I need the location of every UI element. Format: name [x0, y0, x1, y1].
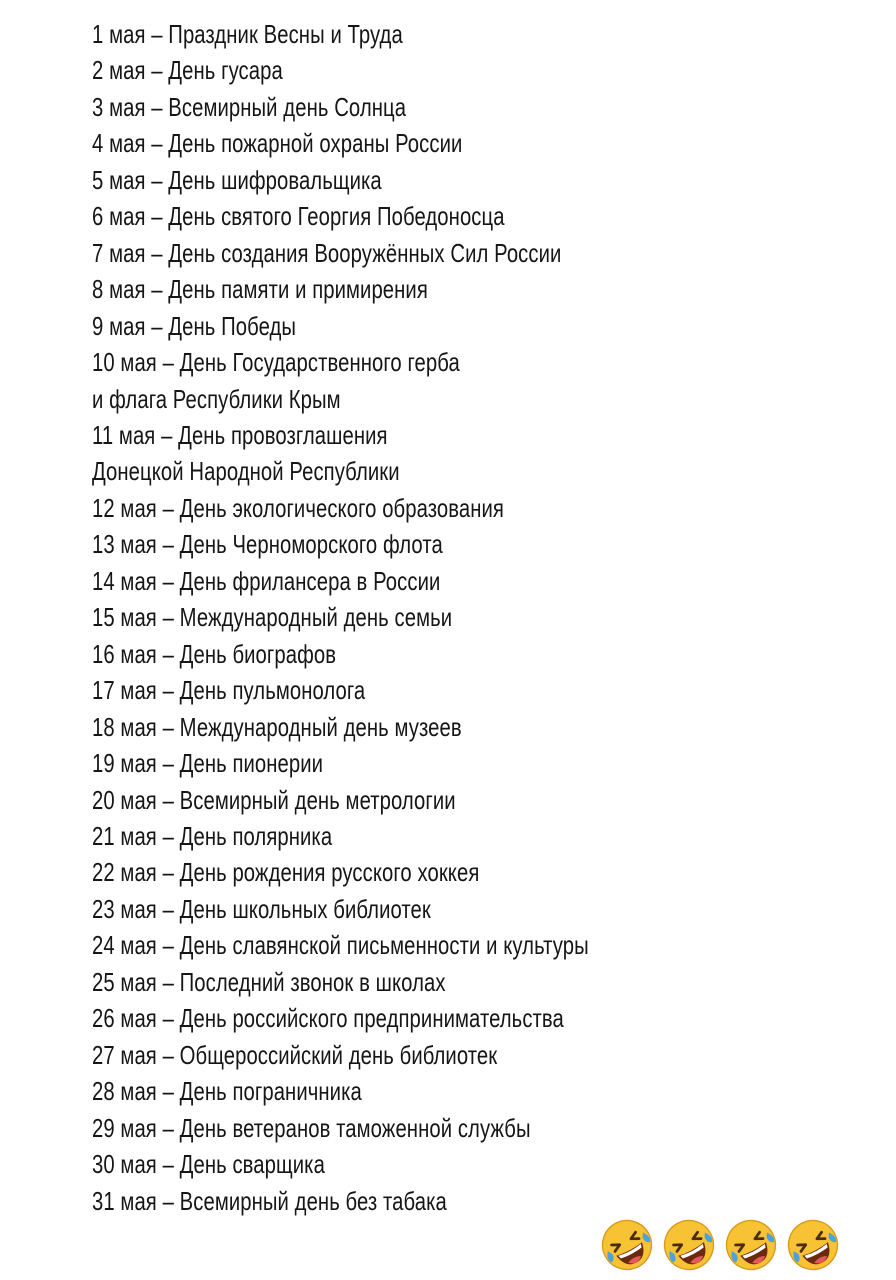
may-holidays-list [92, 16, 882, 1219]
list-item: 17 мая – День пульмонолога [92, 675, 366, 706]
list-item-continuation: и флага Республики Крым [92, 383, 341, 414]
list-item: 18 мая – Международный день музеев [92, 711, 462, 742]
list-item: 23 мая – День школьных библиотек [92, 893, 431, 924]
list-item-continuation: Донецкой Народной Республики [92, 456, 400, 487]
list-item: 24 мая – День славянской письменности и культуры [92, 930, 589, 961]
list-item: 5 мая – День шифровальщика [92, 164, 382, 195]
list-item: 7 мая – День создания Вооружённых Сил России [92, 237, 562, 268]
rolling-on-floor-laughing-icon [722, 1216, 780, 1274]
list-item: 6 мая – День святого Георгия Победоносца [92, 201, 505, 232]
list-item: 22 мая – День рождения русского хоккея [92, 857, 480, 888]
rolling-on-floor-laughing-icon [660, 1216, 718, 1274]
list-item: 4 мая – День пожарной охраны России [92, 128, 463, 159]
list-item: 29 мая – День ветеранов таможенной службы [92, 1112, 531, 1143]
list-item: 14 мая – День фрилансера в России [92, 565, 441, 596]
list-item: 27 мая – Общероссийский день библиотек [92, 1039, 498, 1070]
list-item: 12 мая – День экологического образования [92, 492, 504, 523]
list-item: 13 мая – День Черноморского флота [92, 529, 443, 560]
rolling-on-floor-laughing-icon [598, 1216, 656, 1274]
list-item: 16 мая – День биографов [92, 638, 337, 669]
list-item: 3 мая – Всемирный день Солнца [92, 91, 407, 122]
list-item: 15 мая – Международный день семьи [92, 602, 453, 633]
list-item: 9 мая – День Победы [92, 310, 297, 341]
rolling-on-floor-laughing-icon [784, 1216, 842, 1274]
list-item: 1 мая – Праздник Весны и Труда [92, 19, 403, 49]
list-item: 25 мая – Последний звонок в школах [92, 966, 446, 997]
list-item: 20 мая – Всемирный день метрологии [92, 784, 456, 815]
list-item: 30 мая – День сварщика [92, 1149, 325, 1180]
list-item: 2 мая – День гусара [92, 55, 283, 86]
list-item: 11 мая – День провозглашения [92, 419, 388, 450]
list-item: 8 мая – День памяти и примирения [92, 274, 428, 305]
list-item: 26 мая – День российского предпринимательства [92, 1003, 564, 1034]
emoji-row [598, 1216, 842, 1274]
list-item: 31 мая – Всемирный день без табака [92, 1185, 447, 1216]
list-item: 10 мая – День Государственного герба [92, 347, 460, 378]
list-item: 21 мая – День полярника [92, 820, 333, 851]
list-item: 19 мая – День пионерии [92, 748, 324, 779]
list-item: 28 мая – День пограничника [92, 1076, 362, 1107]
